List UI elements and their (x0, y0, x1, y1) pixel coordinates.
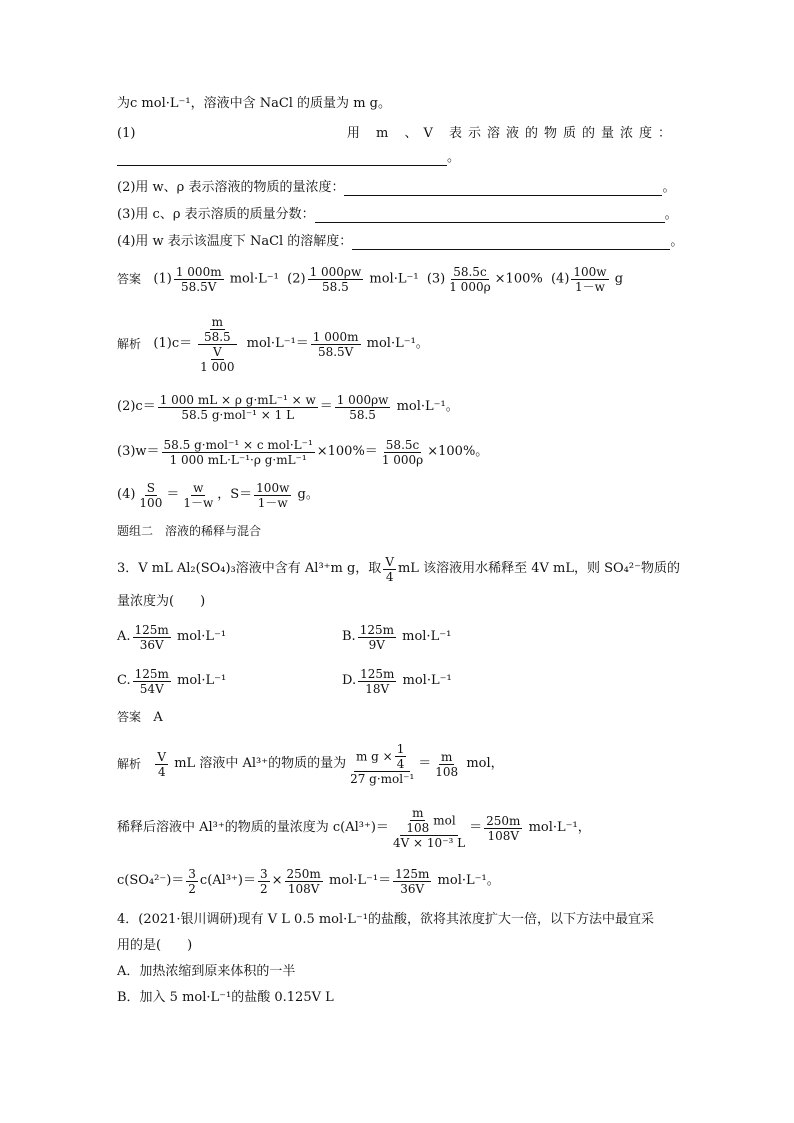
q2-sub1-text: 用 m 、V 表示溶液的物质的量浓度： (346, 126, 677, 141)
q3-analysis-2: 稀释后溶液中 Al³⁺的物质的量浓度为 c(Al³⁺)＝ $\frac{m}{108}$ mol 4V × 10⁻³ L ＝ $\frac{250m}{108V}$ mol·L⁻¹， (117, 806, 591, 850)
q2-analysis-1: 解析 (1)c＝ $\frac{\frac{m}{58.5}}{\frac{V}{1 000}}$ mol·L⁻¹＝ $\frac{1 000m}{58.5V}$ mol·L⁻¹。 (117, 314, 429, 374)
answer-2-fraction: $\frac{1 000\rho w}{58.5}$ (309, 265, 362, 294)
analysis-4c-fraction: $\frac{100w}{1-w}$ (256, 480, 290, 510)
q2-sub1 (117, 126, 677, 142)
q2-analysis-2: (2)c＝ $\frac{\text{1 000 mL × ρ g·mL⁻¹ × w}}{\text{58.5 g·mol⁻¹ × 1 L}}$ ＝ $\frac{1 000\rho w}{58.5}$ mol·L⁻¹。 (117, 392, 459, 422)
q2-sub4: (4)用 w 表示该温度下 NaCl 的溶解度： 。 (117, 234, 684, 249)
analysis-4a-fraction: $\frac{S}{100}$ (139, 480, 163, 510)
answer-3-fraction: $\frac{58.5c}{1 000\rho}$ (449, 265, 491, 294)
q3-option-b[interactable]: B. $\frac{125m}{9V}$ mol·L⁻¹ (342, 622, 452, 652)
q3-analysis-3: c(SO₄²⁻)＝ $\frac{3}{2}$ c(Al³⁺)＝ $\frac{3}{2}$ × $\frac{250m}{108V}$ mol·L⁻¹＝ $\frac{125m}{36V}$ mol·L⁻¹。 (117, 866, 500, 896)
analysis-4b-fraction: $\frac{w}{1-w}$ (183, 480, 214, 510)
answer-blank-1[interactable] (117, 151, 447, 166)
q3-answer-value: A (153, 710, 163, 725)
q3-option-d[interactable]: D. $\frac{125m}{18V}$ mol·L⁻¹ (342, 666, 452, 696)
q2-sub3: (3)用 c、ρ 表示溶质的质量分数： 。 (117, 207, 678, 222)
q2-intro-line: 为c mol·L⁻¹，溶液中含 NaCl 的质量为 m g。 (117, 96, 391, 111)
answer-blank-3[interactable] (315, 208, 665, 223)
q2-answer: 答案 (1) $\frac{1 000m}{58.5V}$ mol·L⁻¹ (2) $\frac{1 000\rho w}{58.5}$ mol·L⁻¹ (3) $\frac{58.5c}{1 000\rho}$ ×100% (4) $\frac{100w}{1-w}$ g (117, 265, 624, 294)
answer-4-fraction: $\frac{100w}{1-w}$ (573, 265, 607, 294)
answer-blank-4[interactable] (352, 235, 670, 250)
q3-analysis-2-fraction: $\frac{m}{108}$ mol 4V × 10⁻³ L (392, 806, 466, 850)
q4-stem-line2: 用的是( ) (117, 938, 193, 953)
q3-stem-fraction: $\frac{V}{4}$ (385, 554, 394, 584)
answer-label: 答案 (117, 710, 142, 724)
q3-answer (117, 709, 163, 726)
q3-analysis-1: 解析 $\frac{V}{4}$ mL 溶液中 Al³⁺的物质的量为 m g × $\frac{1}{4}$ 27 g·mol⁻¹ ＝ $\frac{m}{108}$ mol， (117, 742, 504, 786)
analysis-1-result-fraction: $\frac{1 000m}{58.5V}$ (312, 329, 359, 359)
q3-analysis-1-fraction: m g × $\frac{1}{4}$ 27 g·mol⁻¹ (350, 742, 415, 786)
q3-option-a[interactable]: A. $\frac{125m}{36V}$ mol·L⁻¹ (117, 622, 227, 652)
q2-sub1-blank-line (117, 150, 460, 166)
q3-option-c[interactable]: C. $\frac{125m}{54V}$ mol·L⁻¹ (117, 666, 227, 696)
analysis-3-fraction: $\frac{\text{58.5 g·mol⁻¹ × c mol·L⁻¹}}{\text{1 000 mL·L⁻¹·ρ g·mL⁻¹}}$ (163, 437, 313, 467)
q2-sub1-end: 。 (447, 150, 461, 165)
answer-blank-2[interactable] (344, 181, 662, 196)
answer-1-fraction: $\frac{1 000m}{58.5V}$ (175, 265, 222, 294)
q2-sub1-prefix: (1) (117, 126, 136, 141)
q2-analysis-3: (3)w＝ $\frac{\text{58.5 g·mol⁻¹ × c mol·L⁻¹}}{\text{1 000 mL·L⁻¹·ρ g·mL⁻¹}}$ ×100%＝ $\frac{58.5c}{1 000\rho}$ ×100%。 (117, 437, 489, 467)
q4-stem: 4．(2021·银川调研)现有 V L 0.5 mol·L⁻¹的盐酸，欲将其浓度扩大一倍，以下方法中最宜采 (117, 912, 655, 927)
analysis-label: 解析 (117, 757, 142, 771)
analysis-2-fraction: $\frac{\text{1 000 mL × ρ g·mL⁻¹ × w}}{\text{58.5 g·mol⁻¹ × 1 L}}$ (159, 392, 316, 422)
q4-option-b[interactable]: B．加入 5 mol·L⁻¹的盐酸 0.125V L (117, 990, 334, 1005)
q2-sub2: (2)用 w、ρ 表示溶液的物质的量浓度： 。 (117, 180, 676, 195)
q3-stem: 3．V mL Al₂(SO₄)₃溶液中含有 Al³⁺m g，取 $\frac{V}{4}$ mL 该溶液用水稀释至 4V mL，则 SO₄²⁻物质的 (117, 554, 680, 584)
q4-option-a[interactable]: A．加热浓缩到原来体积的一半 (117, 964, 296, 979)
q2-sub3-text: (3)用 c、ρ 表示溶质的质量分数： (117, 207, 315, 222)
analysis-1-complex-fraction: $\frac{\frac{m}{58.5}}{\frac{V}{1 000}}$ (194, 315, 240, 374)
q2-analysis-4: (4) $\frac{S}{100}$ ＝ $\frac{w}{1-w}$ ，S＝ $\frac{100w}{1-w}$ g。 (117, 480, 319, 510)
q3-stem-line2: 量浓度为( ) (117, 594, 206, 609)
answer-label: 答案 (117, 272, 142, 286)
analysis-label: 解析 (117, 337, 142, 351)
q2-sub2-text: (2)用 w、ρ 表示溶液的物质的量浓度： (117, 180, 345, 195)
group-title: 题组二 溶液的稀释与混合 (117, 524, 262, 538)
q2-sub4-text: (4)用 w 表示该温度下 NaCl 的溶解度： (117, 234, 353, 249)
analysis-3-result-fraction: $\frac{58.5c}{1 000\rho}$ (381, 437, 424, 467)
analysis-2-result-fraction: $\frac{1 000\rho w}{58.5}$ (336, 392, 389, 422)
